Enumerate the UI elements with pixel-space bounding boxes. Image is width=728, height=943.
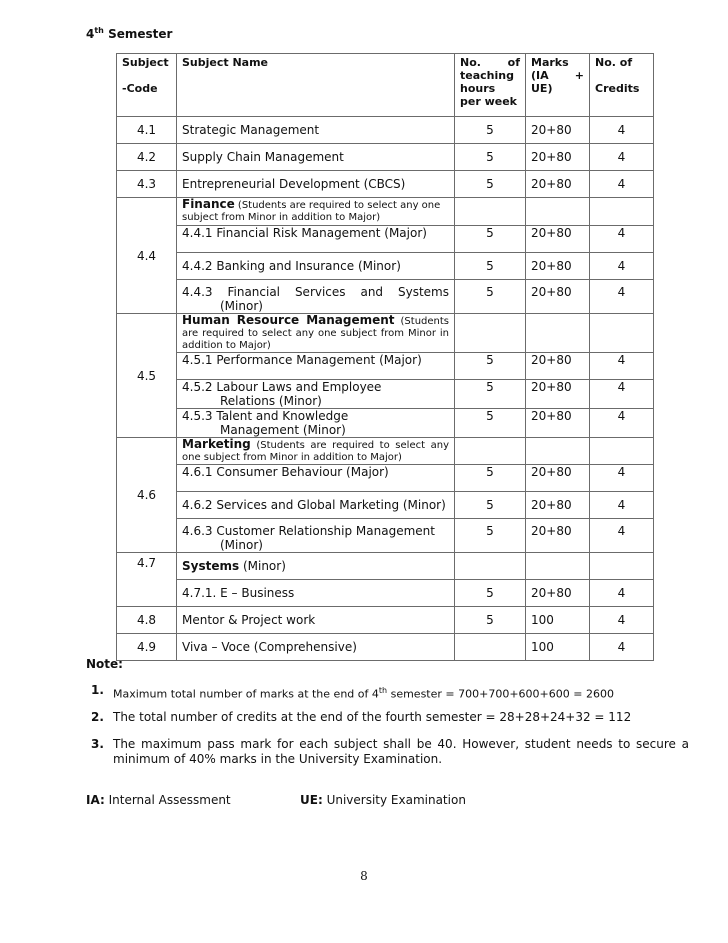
table-row (117, 465, 654, 492)
row-subject-name: Mentor & Project work (177, 607, 455, 634)
row-marks: 100 (526, 634, 590, 661)
legend-ia: IA: Internal Assessment (86, 793, 231, 807)
header-credits: No. of Credits (590, 54, 654, 117)
row-subject-name: 4.5.1 Performance Management (Major) (177, 353, 455, 380)
row-credits: 4 (590, 607, 654, 634)
group-row-marketing (117, 438, 654, 465)
row-marks: 20+80 (526, 580, 590, 607)
row-hours: 5 (455, 580, 526, 607)
row-subject-name: 4.6.3 Customer Relationship Management (Minor) (177, 519, 455, 553)
table-row (117, 607, 654, 634)
table-row (117, 117, 654, 144)
table-row (117, 409, 654, 438)
row-credits: 4 (590, 580, 654, 607)
table-row (117, 226, 654, 253)
group-heading: Human Resource Management (Students are required to select any one subject from Minor in addition to Major) (177, 314, 455, 353)
group-heading: Systems (Minor) (177, 553, 455, 580)
row-hours: 5 (455, 144, 526, 171)
row-subject-name: Strategic Management (177, 117, 455, 144)
row-credits: 4 (590, 465, 654, 492)
note-item-3: 3. The maximum pass mark for each subject shall be 40. However, student needs to secure a minimum of 40% marks in the University Examination. (91, 737, 689, 766)
row-credits: 4 (590, 280, 654, 314)
row-code: 4.1 (117, 117, 177, 144)
group-heading: Marketing (Students are required to select any one subject from Minor in addition to Major) (177, 438, 455, 465)
row-code: 4.2 (117, 144, 177, 171)
row-subject-name: 4.7.1. E – Business (177, 580, 455, 607)
row-hours: 5 (455, 519, 526, 553)
table-row (117, 280, 654, 314)
row-subject-name: 4.6.1 Consumer Behaviour (Major) (177, 465, 455, 492)
row-marks: 20+80 (526, 253, 590, 280)
row-hours: 5 (455, 353, 526, 380)
course-table (116, 53, 654, 661)
group-row-finance (117, 198, 654, 226)
row-hours: 5 (455, 226, 526, 253)
table-header-row (117, 54, 654, 117)
note-title: Note: (86, 657, 123, 671)
row-marks: 20+80 (526, 144, 590, 171)
row-credits: 4 (590, 117, 654, 144)
header-subject-name: Subject Name (177, 54, 455, 117)
row-subject-name: Entrepreneurial Development (CBCS) (177, 171, 455, 198)
header-teaching-hours: No. of teaching hours per week (455, 54, 526, 117)
row-credits: 4 (590, 353, 654, 380)
row-marks: 20+80 (526, 519, 590, 553)
semester-title: 4th Semester (86, 26, 173, 41)
row-marks: 20+80 (526, 226, 590, 253)
row-credits: 4 (590, 226, 654, 253)
table-row (117, 634, 654, 661)
row-marks: 100 (526, 607, 590, 634)
table-row (117, 253, 654, 280)
row-subject-name: 4.5.3 Talent and Knowledge Management (Minor) (177, 409, 455, 438)
row-hours: 5 (455, 607, 526, 634)
row-marks: 20+80 (526, 465, 590, 492)
note-item-1: 1. Maximum total number of marks at the end of 4th semester = 700+700+600+600 = 2600 (91, 683, 614, 701)
row-credits: 4 (590, 144, 654, 171)
row-subject-name: Viva – Voce (Comprehensive) (177, 634, 455, 661)
group-row-systems (117, 553, 654, 580)
row-hours: 5 (455, 280, 526, 314)
header-marks: Marks (IA + UE) (526, 54, 590, 117)
row-hours (455, 634, 526, 661)
page-number: 8 (360, 869, 368, 883)
table-row (117, 353, 654, 380)
row-marks: 20+80 (526, 353, 590, 380)
row-marks: 20+80 (526, 171, 590, 198)
table-row (117, 519, 654, 553)
table-row (117, 171, 654, 198)
row-hours: 5 (455, 117, 526, 144)
row-marks: 20+80 (526, 492, 590, 519)
row-marks: 20+80 (526, 117, 590, 144)
row-subject-name: Supply Chain Management (177, 144, 455, 171)
row-subject-name: 4.5.2 Labour Laws and Employee Relations (Minor) (177, 380, 455, 409)
row-subject-name: 4.6.2 Services and Global Marketing (Minor) (177, 492, 455, 519)
row-code: 4.9 (117, 634, 177, 661)
table-row (117, 492, 654, 519)
row-marks: 20+80 (526, 409, 590, 438)
row-code: 4.7 (117, 553, 177, 607)
header-subject-code: Subject -Code (117, 54, 177, 117)
row-marks: 20+80 (526, 280, 590, 314)
row-credits: 4 (590, 634, 654, 661)
row-credits: 4 (590, 519, 654, 553)
row-subject-name: 4.4.1 Financial Risk Management (Major) (177, 226, 455, 253)
table-row (117, 380, 654, 409)
row-credits: 4 (590, 409, 654, 438)
row-hours: 5 (455, 409, 526, 438)
row-marks: 20+80 (526, 380, 590, 409)
note-item-2: 2. The total number of credits at the end of the fourth semester = 28+28+24+32 = 112 (91, 710, 632, 724)
row-subject-name: 4.4.3 Financial Services and Systems (Minor) (177, 280, 455, 314)
row-credits: 4 (590, 380, 654, 409)
row-code: 4.5 (117, 314, 177, 438)
group-row-hrm (117, 314, 654, 353)
row-hours: 5 (455, 465, 526, 492)
row-hours: 5 (455, 171, 526, 198)
legend-ue: UE: University Examination (300, 793, 466, 807)
row-code: 4.8 (117, 607, 177, 634)
row-code: 4.4 (117, 198, 177, 314)
group-heading: Finance (Students are required to select any one subject from Minor in addition to Major) (177, 198, 455, 226)
row-subject-name: 4.4.2 Banking and Insurance (Minor) (177, 253, 455, 280)
row-credits: 4 (590, 171, 654, 198)
row-code: 4.3 (117, 171, 177, 198)
table-row (117, 580, 654, 607)
row-hours: 5 (455, 253, 526, 280)
row-credits: 4 (590, 492, 654, 519)
row-hours: 5 (455, 380, 526, 409)
row-hours: 5 (455, 492, 526, 519)
row-code: 4.6 (117, 438, 177, 553)
row-credits: 4 (590, 253, 654, 280)
table-row (117, 144, 654, 171)
